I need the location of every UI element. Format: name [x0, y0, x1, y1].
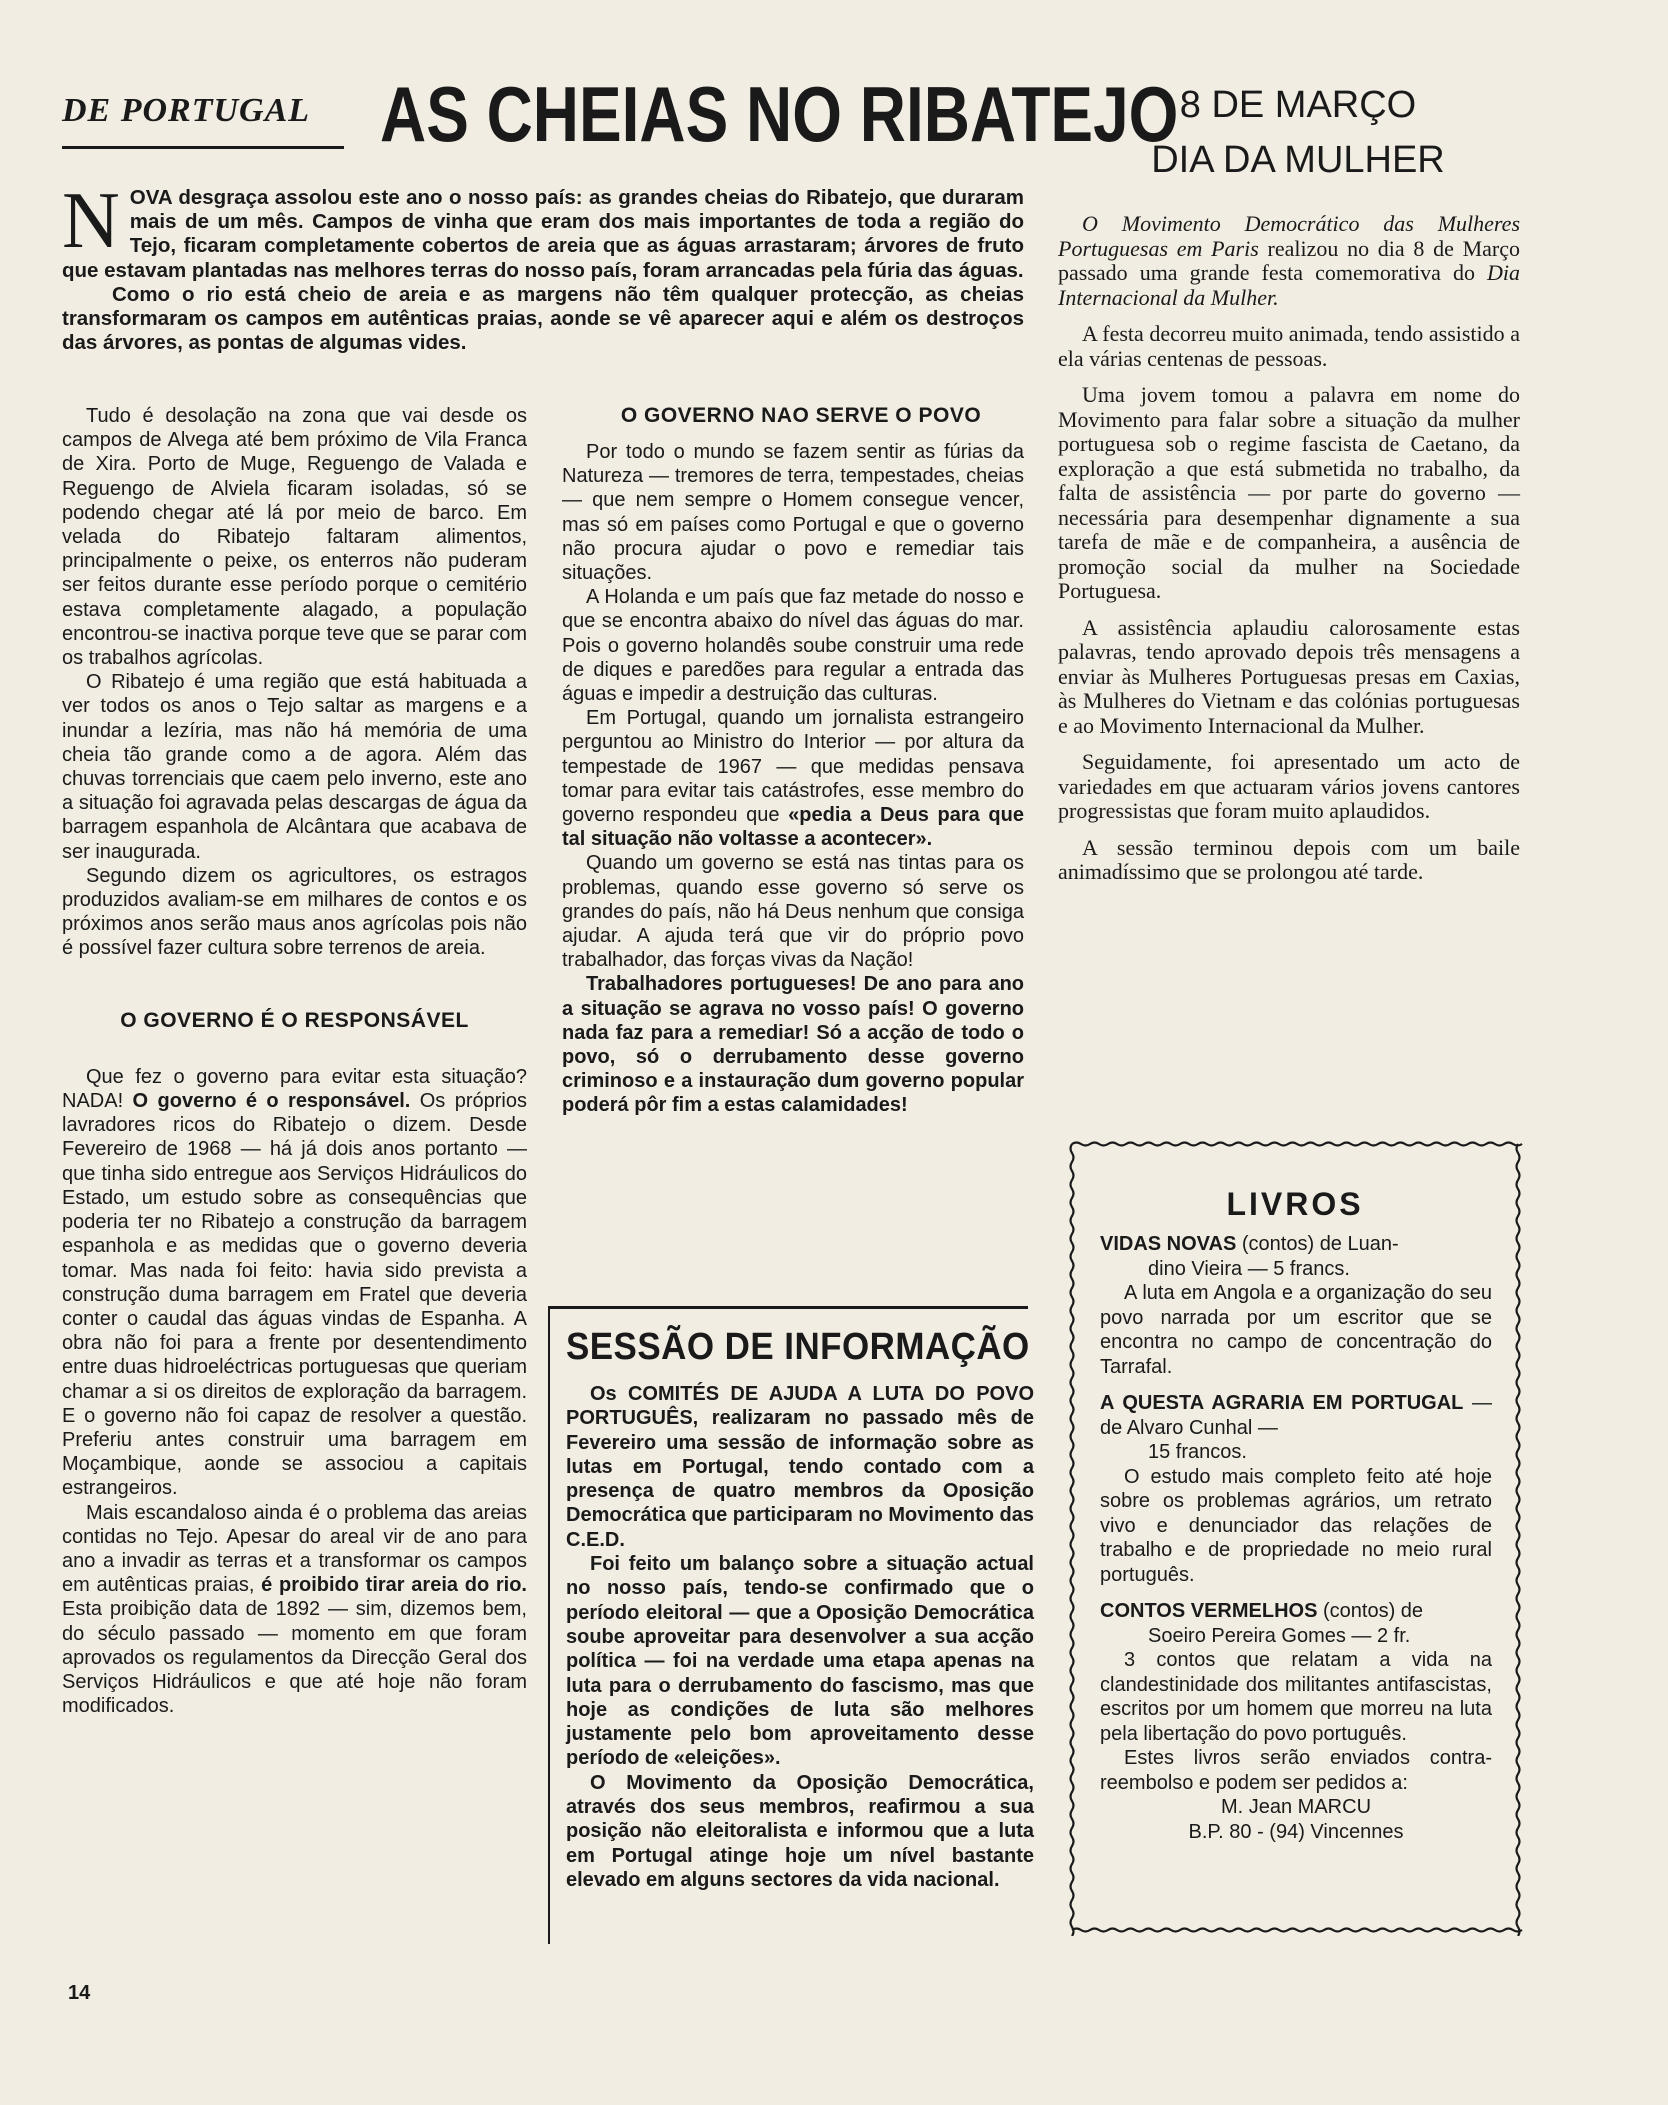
book-heading [1100, 1599, 1492, 1624]
lead-paragraph-2: Como o rio está cheio de areia e as margens não têm qualquer protecção, as cheias transformaram os campos em autênticas praias, aonde se vê aparecer aqui e além os destroços das árvores, as pontas de algumas vides. [62, 282, 1024, 355]
kicker-underline [62, 146, 344, 149]
book-info-line-2: 15 francos. [1148, 1441, 1247, 1463]
drop-cap: N [62, 177, 120, 265]
article-title: AS CHEIAS NO RIBATEJO [380, 70, 1179, 158]
book-title: VIDAS NOVAS [1100, 1233, 1237, 1255]
book-entry [1100, 1391, 1492, 1587]
sessao-paragraph-3: O Movimento da Oposição Democrática, através dos seus membros, reafirmou a sua posição não eleitoralista e informou que a luta em Portugal atinge hoje um nível bastante elevado em alguns sectores da vida nacional. [566, 1771, 1034, 1891]
page-number: 14 [68, 1982, 91, 2004]
article-column-1 [62, 404, 527, 1718]
dia-mulher-paragraph-4: A assistência aplaudiu calorosamente estas palavras, tendo aprovado depois três mensagens a enviar às Mulheres Portuguesas presas em Caxias, às Mulheres do Vietnam e das colónias portuguesas e ao Movimento Internacional da Mulher. [1058, 614, 1520, 738]
col1-paragraph-2: O Ribatejo é uma região que está habituada a ver todos os anos o Tejo saltar as margens e a inundar a lezíria, mas não há memória de uma cheia tão grande como a de agora. Além das chuvas torrenciais que caem pelo inverno, este ano a situação foi agravada pelas descargas de água da barragem espanhola de Alcântara que acabava de ser inaugurada. [62, 671, 527, 863]
col2-paragraph-4: Quando um governo se está nas tintas para os problemas, quando esse governo só serve os grandes do país, não há Deus nenhum que consiga ajudar. A ajuda terá que vir do próprio povo trabalhador, das forças vivas da Nação! [562, 852, 1024, 972]
col2-paragraph-1: Por todo o mundo se fazem sentir as fúrias da Natureza — tremores de terra, tempestades, cheias — que nem sempre o Homem consegue vencer, mas só em países como Portugal e que o governo não procura ajudar o povo e remediar tais situações. [562, 441, 1024, 585]
book-info: — de Alvaro Cunhal — [1100, 1392, 1492, 1439]
dia-mulher-body [1058, 212, 1520, 897]
dia-mulher-title-line-2: DIA DA MULHER [1151, 139, 1445, 181]
book-description: O estudo mais completo feito até hoje sobre os problemas agrários, um retrato vivo e denunciador das relações de trabalho e de propriedade no meio rural português. [1100, 1465, 1492, 1586]
dia-mulher-paragraph-2: A festa decorreu muito animada, tendo assistido a ela várias centenas de pessoas. [1058, 321, 1520, 371]
sessao-body [566, 1382, 1034, 1892]
dia-mulher-title-line-1: 8 DE MARÇO [1179, 84, 1417, 126]
sessao-title: SESSÃO DE INFORMAÇÃO [566, 1326, 1030, 1368]
book-info-line-2: Soeiro Pereira Gomes — 2 fr. [1148, 1624, 1411, 1647]
col1-paragraph-4 [62, 1065, 527, 1501]
livros-body [1100, 1232, 1492, 1844]
book-title: CONTOS VERMELHOS [1100, 1600, 1318, 1622]
col1-p4-text-c: Os próprios lavradores ricos do Ribatejo o dizem. Desde Fevereiro de 1968 — há já dois anos portanto — que tinha sido entregue aos Serviços Hidráulicos do Estado, um estudo sobre as consequências que poderia ter no Ribatejo a construção da barragem espanhola e as medidas que o governo deveria tomar. Mas nada foi feito: havia sido prevista a construção duma barragem em Fratel que deveria conter o caudal das águas vindas de Espanha. A obra não foi para a frente por desentendimento entre duas hidroeléctricas portuguesas que queriam chamar a si os direitos de exploração da barragem. E o governo não foi capaz de resolver a questão. Preferiu antes construir uma barragem em Moçambique, aonde se associou a capitais estrangeiros. [62, 1090, 527, 1500]
book-entry [1100, 1232, 1492, 1379]
book-entry [1100, 1599, 1492, 1844]
article-lead [62, 177, 1024, 355]
col1-subheading: O GOVERNO É O RESPONSÁVEL [120, 1008, 469, 1032]
book-heading [1100, 1391, 1492, 1440]
address-name: M. Jean MARCU [1220, 1796, 1372, 1818]
col1-p4-text-a: Que fez o governo para evitar esta situação? NADA! [62, 1065, 527, 1113]
col2-paragraph-5: Trabalhadores portugueses! De ano para ano a situação se agrava no vosso país! O governo nada faz para a remediar! Só a acção de todo o povo, só o derrubamento desse governo criminoso e a instauração dum governo popular poderá pôr fim a estas calamidades! [562, 973, 1024, 1117]
dia-mulher-title [1068, 78, 1528, 188]
address-line: B.P. 80 - (94) Vincennes [1188, 1820, 1404, 1843]
book-description: A luta em Angola e a organização do seu povo narrada por um escritor que se encontra no campo de concentração do Tarrafal. [1100, 1282, 1492, 1378]
lead-paragraph-1 [62, 177, 1024, 283]
sessao-top-rule [548, 1306, 1028, 1309]
col2-paragraph-3 [562, 706, 1024, 851]
book-heading [1100, 1232, 1492, 1257]
col1-paragraph-3: Segundo dizem os agricultores, os estragos produzidos avaliam-se em milhares de contos e os próximos anos serão maus anos agrícolas pois não é possível fazer cultura sobre terrenos de areia. [62, 864, 527, 960]
dia-mulher-p1-text: realizou no dia 8 de Março passado uma grande festa comemorativa do [1058, 235, 1521, 285]
book-info-line-2: dino Vieira — 5 francs. [1148, 1257, 1350, 1280]
col1-p5-text-c: Esta proibição data de 1892 — sim, dizemos bem, do século passado — momento em que foram aprovados os regulamentos da Direcção Geral dos Serviços Hidráulicos e que até hoje não foram modificados. [62, 1598, 527, 1718]
book-info: (contos) de Luan- [1236, 1233, 1399, 1255]
dia-mulher-paragraph-5: Seguidamente, foi apresentado um acto de variedades em que actuaram vários jovens cantores progressistas que foram muito aplaudidos. [1058, 749, 1520, 823]
book-description: 3 contos que relatam a vida na clandestinidade dos militantes antifascistas, escritos por um homem que morreu na luta pela libertação do povo português. [1100, 1649, 1492, 1745]
col2-p3-bold: «pedia a Deus para que tal situação não voltasse a acontecer». [562, 804, 1024, 851]
dia-mulher-paragraph-1 [1058, 212, 1520, 310]
lead-text-1: OVA desgraça assolou este ano o nosso país: as grandes cheias do Ribatejo, que duraram mais de um mês. Campos de vinha que eram dos mais importantes de toda a região do Tejo, ficaram completamente cobertos de areia que as águas arrastaram; árvores de fruto que estavam plantadas nas melhores terras do nosso país, foram arrancadas pela fúria das águas. [62, 186, 1024, 282]
book-title: A QUESTA AGRARIA EM PORTUGAL [1100, 1392, 1464, 1414]
sessao-paragraph-1: Os COMITÉS DE AJUDA A LUTA DO POVO PORTUGUÊS, realizaram no passado mês de Fevereiro uma sessão de informação sobre as lutas em Portugal, tendo contado com a presença de quatro membros da Oposição Democrática que participaram no Movimento das C.E.D. [566, 1383, 1034, 1551]
col1-p4-bold: O governo é o responsável. [132, 1090, 411, 1113]
sessao-paragraph-2: Foi feito um balanço sobre a situação actual no nosso país, tendo-se confirmado que o período eleitoral — que a Oposição Democrática soube aproveitar para desenvolver a sua acção política — foi na verdade uma etapa apenas na luta para o derrubamento do fascismo, mas que hoje as condições de luta são melhores justamente pelo bom aproveitamento desse período de «eleições». [566, 1553, 1034, 1770]
col1-paragraph-5 [62, 1501, 527, 1719]
dia-mulher-p1-italic-c: Dia Internacional da Mulher. [1058, 260, 1520, 310]
section-kicker: DE PORTUGAL [62, 92, 311, 129]
livros-title: LIVROS [1226, 1186, 1364, 1222]
col2-p3-text-a: Em Portugal, quando um jornalista estrangeiro perguntou ao Ministro do Interior — por altura da tempestade de 1967 — que medidas pensava tomar para evitar tais catástrofes, esse membro do governo respondeu que [562, 707, 1024, 827]
dia-mulher-paragraph-6: A sessão terminou depois com um baile animadíssimo que se prolongou até tarde. [1058, 834, 1520, 884]
dia-mulher-p1-italic-a: O Movimento Democrático das Mulheres Portuguesas em Paris [1058, 211, 1520, 261]
col1-p5-text-a: Mais escandaloso ainda é o problema das areias contidas no Tejo. Apesar do areal vir de ano para ano a invadir as terras et a transformar os campos em autênticas praias, [62, 1501, 527, 1597]
livros-closing: Estes livros serão enviados contra-reembolso e podem ser pedidos a: [1100, 1747, 1492, 1794]
dia-mulher-paragraph-3: Uma jovem tomou a palavra em nome do Movimento para falar sobre a situação da mulher portuguesa sob o regime fascista de Caetano, da exploração a que está submetida no trabalho, da falta de assistência — por parte do governo — necessária para desempenhar dignamente a sua tarefa de mãe e de companheira, a ausência de promoção social da mulher na Sociedade Portuguesa. [1058, 382, 1520, 603]
sessao-left-rule [548, 1306, 550, 1944]
col1-paragraph-1: Tudo é desolação na zona que vai desde os campos de Alvega até bem próximo de Vila Franca de Xira. Porto de Muge, Reguengo de Valada e Reguengo de Alviela ficaram isoladas, só se podendo chegar até lá por meio de barco. Em velada do Ribatejo faltaram alimentos, principalmente o peixe, os enterros não puderam ser feitos durante esse período porque o cemitério estava completamente alagado, a população encontrou-se inactiva porque teve que se parar com os trabalhos agrícolas. [62, 405, 527, 670]
article-column-2 [562, 440, 1024, 1118]
book-info: (contos) de [1317, 1600, 1424, 1622]
col1-p5-bold: é proibido tirar areia do rio. [261, 1574, 527, 1597]
col2-paragraph-2: A Holanda e um país que faz metade do nosso e que se encontra abaixo do nível das águas do mar. Pois o governo holandês soube construir uma rede de diques e paredões para regular a entrada das águas e impedir a destruição das culturas. [562, 586, 1024, 706]
col2-subheading: O GOVERNO NAO SERVE O POVO [620, 404, 982, 427]
